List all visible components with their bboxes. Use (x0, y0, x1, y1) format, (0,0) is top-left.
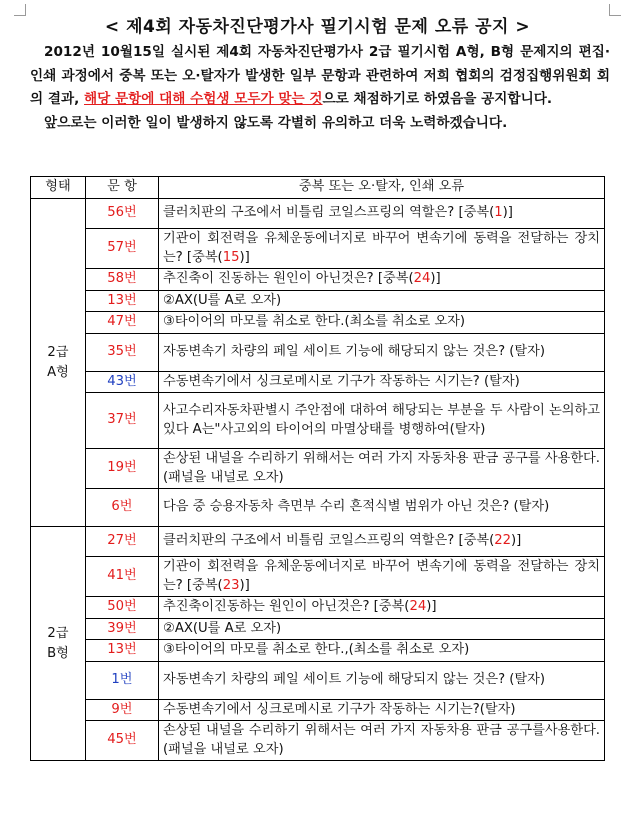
error-text-suffix: )] (426, 599, 437, 614)
table-row (31, 721, 605, 761)
error-text: 자동변속기 차량의 페일 세이트 기능에 해당되지 않는 것은? (탈자) (163, 671, 546, 687)
table-row (31, 229, 605, 269)
table-row (31, 661, 605, 699)
cell-error-description (159, 527, 605, 557)
error-text-suffix: )] (430, 271, 441, 286)
type-grade: 2급 (47, 344, 69, 360)
duplicate-reference-number: 22 (494, 533, 512, 549)
cell-error-description (159, 618, 605, 640)
notice-text-part1: 2012년 10월15일 실시된 제4회 자동차진단평가사 2급 필기시험 A형, B형 문제지의 편집·인쇄 과정에서 중복 또는 오·탈자가 발생한 일부 문항과 관련하여 저희 협회의 검정집행위원회 회의 결과, (30, 44, 610, 107)
header-type: 형태 (31, 177, 86, 199)
type-grade: 2급 (47, 625, 69, 641)
table-body (31, 199, 605, 761)
cell-error-description (159, 661, 605, 699)
cell-question-number: 6번 (86, 489, 159, 527)
table-row (31, 199, 605, 229)
error-text: 다음 중 승용자동차 측면부 수리 흔적식별 범위가 아닌 것은? (탈자) (163, 499, 550, 515)
cell-question-number: 19번 (86, 449, 159, 489)
cell-question-number: 1번 (86, 661, 159, 699)
error-text: 추진축이진동하는 원인이 아닌것은? [중복( (163, 599, 410, 614)
table-row (31, 312, 605, 334)
table-row (31, 597, 605, 619)
cell-type (31, 199, 86, 527)
cell-question-number: 45번 (86, 721, 159, 761)
cell-question-number: 50번 (86, 597, 159, 619)
cell-question-number: 27번 (86, 527, 159, 557)
error-text: 손상된 내널을 수리하기 위해서는 여러 가지 자동차용 판금 공구를사용한다.(패널을 내널로 오자) (163, 723, 600, 757)
error-text: 기관이 회전력을 유체운동에너지로 바꾸어 변속기에 동력을 전달하는 장치는? [중복( (163, 559, 600, 593)
cell-question-number: 41번 (86, 557, 159, 597)
header-error: 중복 또는 오·탈자, 인쇄 오류 (159, 177, 605, 199)
error-text: 수동변속기에서 싱크로메시로 기구가 작동하는 시기는?(탈자) (163, 701, 516, 717)
cell-error-description (159, 449, 605, 489)
error-text: 손상된 내널을 수리하기 위해서는 여러 가지 자동차용 판금 공구를 사용한다.(패널을 내널로 오자) (163, 451, 600, 485)
error-text: ②AX(U를 A로 오자) (163, 292, 282, 308)
table-row (31, 527, 605, 557)
notice-body (30, 41, 610, 112)
cell-error-description (159, 640, 605, 662)
cell-error-description (159, 229, 605, 269)
error-text: ②AX(U를 A로 오자) (163, 620, 282, 636)
error-text: ③타이어의 마모를 취소로 한다.,(최소를 취소로 오자) (163, 642, 470, 657)
error-text-suffix: )] (511, 533, 522, 549)
cell-question-number: 13번 (86, 640, 159, 662)
cell-question-number: 39번 (86, 618, 159, 640)
table-row (31, 333, 605, 371)
cell-error-description (159, 489, 605, 527)
duplicate-reference-number: 1 (494, 205, 503, 221)
table-row (31, 290, 605, 312)
error-text: 클러치판의 구조에서 비틀림 코일스프링의 역할은? [중복( (163, 205, 495, 221)
error-text: 추진축이 진동하는 원인이 아닌것은? [중복( (163, 271, 414, 286)
error-text: 클러치판의 구조에서 비틀림 코일스프링의 역할은? [중복( (163, 533, 495, 549)
cell-question-number: 35번 (86, 333, 159, 371)
table-row (31, 489, 605, 527)
cell-error-description (159, 312, 605, 334)
error-text: 자동변속기 차량의 페일 세이트 기능에 해당되지 않는 것은? (탈자) (163, 343, 546, 359)
page-title: < 제4회 자동차진단평가사 필기시험 문제 오류 공지 > (104, 17, 531, 37)
error-text-suffix: )] (239, 249, 250, 265)
duplicate-reference-number: 24 (409, 599, 427, 614)
table-row (31, 371, 605, 393)
notice-highlight: 해당 문항에 대해 수험생 모두가 맞는 것 (84, 91, 323, 107)
duplicate-reference-number: 23 (222, 577, 240, 593)
cell-question-number: 9번 (86, 699, 159, 721)
duplicate-reference-number: 15 (222, 249, 240, 265)
cell-question-number: 43번 (86, 371, 159, 393)
table-header-row (31, 177, 605, 199)
type-form: B형 (47, 645, 69, 661)
cell-error-description (159, 290, 605, 312)
cell-question-number: 58번 (86, 269, 159, 291)
error-text: 사고수리자동차판별시 주안점에 대하여 해당되는 부분을 두 사람이 논의하고있다 A는"사고외의 타이어의 마멸상태를 병행하여(탈자) (163, 403, 600, 437)
table-row (31, 640, 605, 662)
table-row (31, 269, 605, 291)
cell-error-description (159, 721, 605, 761)
notice-closing: 앞으로는 이러한 일이 발생하지 않도록 각별히 유의하고 더욱 노력하겠습니다. (44, 114, 508, 131)
notice-paragraph (30, 41, 610, 135)
cell-error-description (159, 371, 605, 393)
table-row (31, 699, 605, 721)
table-row (31, 393, 605, 449)
error-text-suffix: )] (502, 205, 513, 221)
cell-error-description (159, 199, 605, 229)
type-form: A형 (47, 364, 69, 380)
table-row (31, 618, 605, 640)
error-text-suffix: )] (239, 577, 250, 593)
header-question: 문 항 (86, 177, 159, 199)
cell-type (31, 527, 86, 761)
table-row (31, 557, 605, 597)
cell-error-description (159, 597, 605, 619)
cell-error-description (159, 699, 605, 721)
cell-question-number: 47번 (86, 312, 159, 334)
error-text: 기관이 회전력을 유체운동에너지로 바꾸어 변속기에 동력을 전달하는 장치는? [중복( (163, 231, 600, 265)
table-row (31, 449, 605, 489)
cell-question-number: 57번 (86, 229, 159, 269)
error-text: 수동변속기에서 싱크로메시로 기구가 작동하는 시기는? (탈자) (163, 373, 520, 389)
duplicate-reference-number: 24 (413, 271, 431, 286)
cell-error-description (159, 557, 605, 597)
cell-error-description (159, 269, 605, 291)
error-table (30, 176, 605, 761)
notice-text-part2: 으로 채점하기로 하였음을 공지합니다. (322, 91, 552, 107)
cell-question-number: 37번 (86, 393, 159, 449)
cell-error-description (159, 333, 605, 371)
cell-question-number: 13번 (86, 290, 159, 312)
error-text: ③타이어의 마모를 취소로 한다.(최소를 취소로 오자) (163, 314, 466, 329)
cell-question-number: 56번 (86, 199, 159, 229)
cell-error-description (159, 393, 605, 449)
